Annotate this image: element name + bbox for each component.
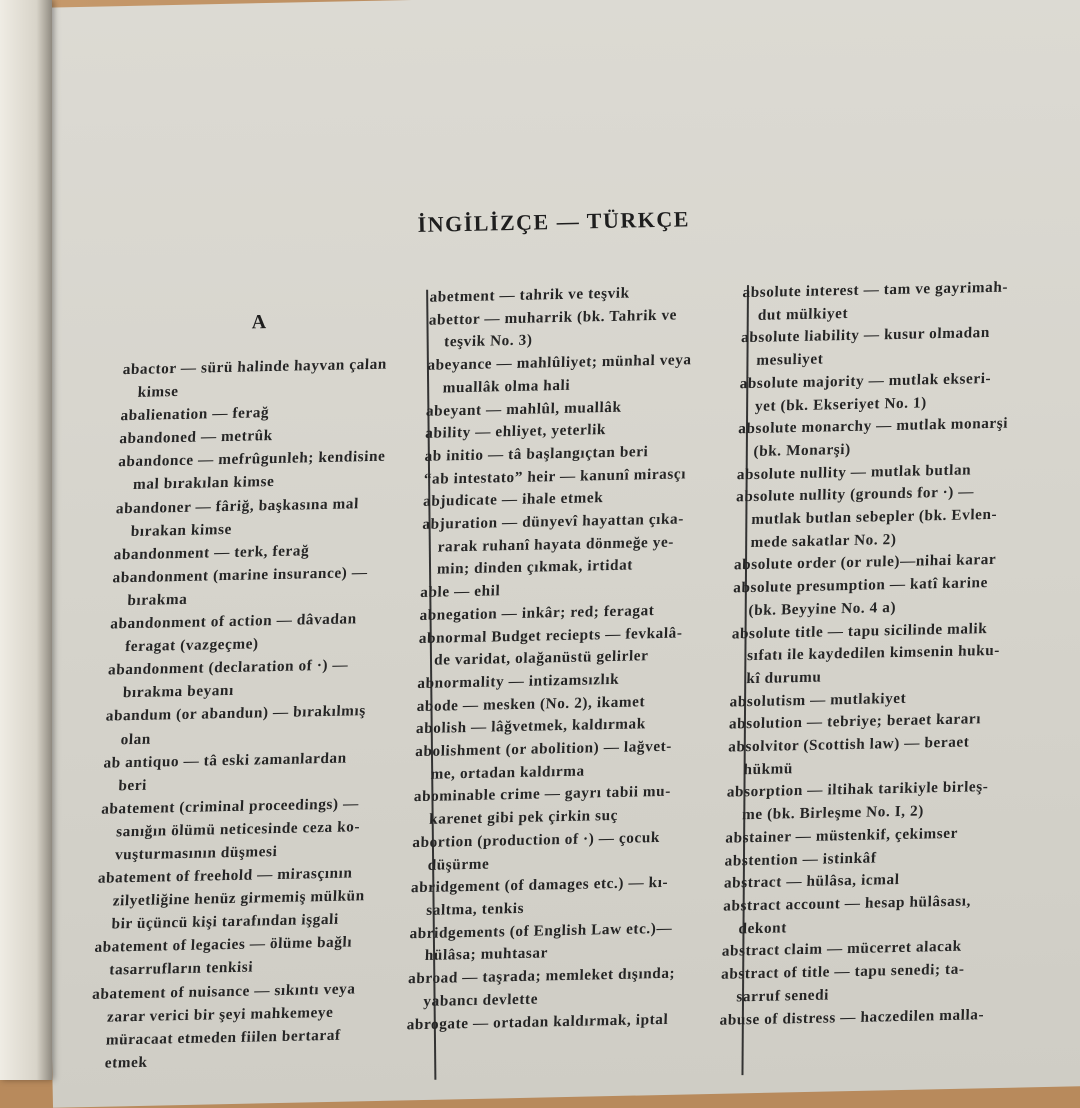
entry-headword-line: absorption — iltihak tarikiyle birleş- xyxy=(726,778,989,802)
entry-headword-line: abeyant — mahlûl, muallâk xyxy=(425,398,622,420)
dictionary-entry xyxy=(414,735,715,787)
entry-headword-line: absolute liability — kusur olmadan xyxy=(740,324,991,347)
dictionary-entry xyxy=(407,962,708,1014)
entry-continuation-line: mutlak butlan sebepler (bk. Evlen- xyxy=(751,505,998,529)
entry-headword-line: absolutism — mutlakiyet xyxy=(729,689,907,711)
dictionary-entry xyxy=(106,653,400,705)
entry-headword-line: abatement (criminal proceedings) — xyxy=(100,795,360,818)
entry-headword-line: abstainer — müstenkif, çekimser xyxy=(725,824,959,847)
entry-headword-line: abandoner — fâriğ, başkasına mal xyxy=(115,494,360,517)
entry-headword-line: absolute title — tapu sicilinde malik xyxy=(731,619,988,642)
entry-continuation-line: me (bk. Birleşme No. I, 2) xyxy=(741,802,925,824)
entry-headword-line: abandonment — terk, ferağ xyxy=(113,542,310,564)
entry-headword-line: ab antiquo — tâ eski zamanlardan xyxy=(103,749,348,772)
entry-headword-line: absolute order (or rule)—nihai karar xyxy=(733,551,997,574)
dictionary-entry xyxy=(734,480,1056,555)
entry-headword-line: abandum (or abandun) — bırakılmış xyxy=(105,702,367,725)
dictionary-entry xyxy=(411,826,712,878)
page-title: İNGİLİZÇE — TÜRKÇE xyxy=(417,206,691,237)
dictionary-entry xyxy=(726,775,1047,827)
entry-headword-line: abettor — muharrik (bk. Tahrik ve xyxy=(428,306,678,329)
entry-headword-line: abstract of title — tapu senedi; ta- xyxy=(720,960,965,983)
entry-continuation-line: düşürme xyxy=(427,855,490,874)
dictionary-entry xyxy=(727,730,1048,782)
entry-continuation-line: mesuliyet xyxy=(756,350,824,369)
dictionary-entry xyxy=(117,444,411,496)
entry-headword-line: abridgements (of English Law etc.)— xyxy=(409,919,673,942)
previous-page-edge xyxy=(0,0,52,1080)
entry-headword-line: absolute majority — mutlak ekseri- xyxy=(739,369,992,393)
entry-headword-line: absolute monarchy — mutlak monarşi xyxy=(738,414,1009,438)
entry-headword-line: abstract — hülâsa, icmal xyxy=(723,871,900,892)
entry-continuation-line: kî durumu xyxy=(746,668,822,688)
entry-headword-line: abstract account — hesap hülâsası, xyxy=(723,892,972,915)
entry-headword-line: abroad — taşrada; memleket dışında; xyxy=(407,964,676,988)
entry-headword-line: abetment — tahrik ve teşvik xyxy=(429,284,630,306)
entry-headword-line: abrogate — ortadan kaldırmak, iptal xyxy=(406,1010,669,1033)
dictionary-entry xyxy=(428,303,729,355)
entry-headword-line: abandonment (marine insurance) — xyxy=(112,563,369,587)
entry-headword-line: abalienation — ferağ xyxy=(120,404,270,425)
entry-continuation-line: feragat (vazgeçme) xyxy=(124,635,260,656)
dictionary-entry xyxy=(740,321,1061,373)
dictionary-entry xyxy=(737,412,1058,464)
dictionary-entry xyxy=(722,889,1043,941)
dictionary-entry xyxy=(730,616,1052,691)
entry-headword-line: abjudicate — ihale etmek xyxy=(422,489,604,511)
entry-headword-line: absolute nullity — mutlak butlan xyxy=(736,461,972,483)
entry-headword-line: absolute presumption — katî karine xyxy=(733,574,989,597)
entry-continuation-line: mede sakatlar No. 2) xyxy=(750,530,897,551)
entry-headword-line: abolishment (or abolition) — lağvet- xyxy=(415,737,673,761)
section-letter: A xyxy=(251,311,267,334)
entry-continuation-line: olan xyxy=(120,730,152,748)
dictionary-entry xyxy=(421,508,723,582)
entry-headword-line: abortion (production of ·) — çocuk xyxy=(412,828,661,852)
dictionary-page xyxy=(30,0,1080,1108)
entry-headword-line: “ab intestato” heir — kanunî mirasçı xyxy=(423,464,687,488)
dictionary-entry xyxy=(739,366,1060,418)
entry-continuation-line: bırakan kimse xyxy=(130,520,233,540)
entry-continuation-line: bir üçüncü kişi tarafından işgali xyxy=(111,910,340,933)
dictionary-entry xyxy=(98,791,393,866)
dictionary-entry xyxy=(409,917,710,969)
entry-headword-line: abode — mesken (No. 2), ikamet xyxy=(416,692,646,715)
dictionary-entry xyxy=(741,275,1062,327)
entry-headword-line: abandonment of action — dâvadan xyxy=(109,610,358,633)
entry-continuation-line: sarruf senedi xyxy=(736,986,830,1006)
entry-continuation-line: me, ortadan kaldırma xyxy=(430,762,585,783)
entry-continuation-line: hükmü xyxy=(743,759,794,778)
entry-headword-line: ab initio — tâ başlangıçtan beri xyxy=(424,443,649,465)
dictionary-entry xyxy=(413,780,714,832)
entry-headword-line: abandonment (declaration of ·) — xyxy=(107,656,349,679)
column-3 xyxy=(719,275,1062,1032)
entry-continuation-line: min; dinden çıkmak, irtidat xyxy=(436,556,634,579)
entry-continuation-line: yet (bk. Ekseriyet No. 1) xyxy=(754,393,928,415)
dictionary-entry xyxy=(88,976,384,1075)
entry-headword-line: abolish — lâğvetmek, kaldırmak xyxy=(415,715,647,738)
entry-headword-line: abeyance — mahlûliyet; münhal veya xyxy=(427,351,692,374)
column-2 xyxy=(406,280,729,1036)
dictionary-entry xyxy=(109,606,403,658)
dictionary-entry xyxy=(102,745,396,797)
entry-headword-line: ability — ehliyet, yeterlik xyxy=(425,421,607,443)
entry-continuation-line: müracaat etmeden fiilen bertaraf xyxy=(105,1026,342,1049)
entry-continuation-line: etmek xyxy=(104,1053,148,1072)
entry-continuation-line: tasarrufların tenkisi xyxy=(108,958,254,979)
entry-headword-line: abatement of nuisance — sıkıntı veya xyxy=(91,979,356,1003)
entry-headword-line: abandoned — metrûk xyxy=(118,427,274,448)
entry-continuation-line: dut mülkiyet xyxy=(757,304,849,324)
entry-continuation-line: de varidat, olağanüstü gelirler xyxy=(433,647,649,669)
entry-continuation-line: sanığın ölümü neticesinde ceza ko- xyxy=(115,818,361,841)
entry-continuation-line: dekont xyxy=(738,919,788,938)
entry-continuation-line: (bk. Monarşi) xyxy=(753,440,852,460)
entry-headword-line: abstract claim — mücerret alacak xyxy=(721,938,962,961)
dictionary-entry xyxy=(426,349,727,401)
dictionary-entry xyxy=(114,491,408,543)
entry-continuation-line: muallâk olma hali xyxy=(442,376,571,397)
entry-headword-line: abandonce — mefrûgunleh; kendisine xyxy=(117,448,386,471)
entry-continuation-line: saltma, tenkis xyxy=(426,899,525,919)
entry-headword-line: absolvitor (Scottish law) — beraet xyxy=(728,733,970,756)
dictionary-entry xyxy=(720,957,1041,1009)
entry-continuation-line: bırakma xyxy=(127,590,188,610)
entry-headword-line: abjuration — dünyevî hayattan çıka- xyxy=(422,510,685,533)
entry-headword-line: abnormality — intizamsızlık xyxy=(417,670,620,692)
entry-continuation-line: karenet gibi pek çirkin suç xyxy=(428,807,619,828)
entry-headword-line: absolute interest — tam ve gayrimah- xyxy=(742,278,1009,302)
dictionary-entry xyxy=(93,930,387,982)
entry-continuation-line: mal bırakılan kimse xyxy=(132,473,275,494)
entry-headword-line: abominable crime — gayrı tabii mu- xyxy=(413,783,672,806)
column-1 xyxy=(88,352,415,1075)
dictionary-entry xyxy=(111,560,405,612)
dictionary-entry xyxy=(732,571,1053,623)
entry-headword-line: abnegation — inkâr; red; feragat xyxy=(419,601,655,624)
entry-headword-line: abstention — istinkâf xyxy=(724,849,877,870)
entry-continuation-line: zarar verici bir şeyi mahkemeye xyxy=(106,1003,334,1026)
entry-headword-line: absolution — tebriye; beraet kararı xyxy=(728,710,982,733)
dictionary-entry xyxy=(121,352,415,404)
entry-headword-line: abatement of freehold — mirasçının xyxy=(97,864,353,887)
dictionary-entry xyxy=(95,861,390,936)
entry-headword-line: abuse of distress — haczedilen malla- xyxy=(719,1005,985,1029)
entry-headword-line: abactor — sürü halinde hayvan çalan xyxy=(122,355,388,379)
entry-continuation-line: yabancı devlette xyxy=(423,990,539,1010)
entry-continuation-line: teşvik No. 3) xyxy=(443,331,533,351)
entry-continuation-line: sıfatı ile kaydedilen kimsenin huku- xyxy=(746,642,1001,665)
entry-headword-line: abnormal Budget reciepts — fevkalâ- xyxy=(418,624,683,647)
entry-continuation-line: zilyetliğine henüz girmemiş mülkün xyxy=(112,887,366,910)
entry-continuation-line: hülâsa; muhtasar xyxy=(424,944,549,965)
entry-headword-line: abridgement (of damages etc.) — kı- xyxy=(410,874,669,897)
entry-headword-line: abatement of legacies — ölüme bağlı xyxy=(94,933,353,957)
entry-continuation-line: (bk. Beyyine No. 4 a) xyxy=(748,598,897,619)
entry-headword-line: absolute nullity (grounds for ·) — xyxy=(735,483,975,506)
entry-headword-line: able — ehil xyxy=(420,582,501,602)
entry-continuation-line: beri xyxy=(118,776,148,795)
entry-continuation-line: kimse xyxy=(137,383,180,401)
dictionary-entry xyxy=(418,621,719,673)
entry-continuation-line: bırakma beyanı xyxy=(122,682,235,702)
entry-continuation-line: vuşturmasının düşmesi xyxy=(114,842,278,864)
dictionary-entry xyxy=(410,871,711,923)
entry-continuation-line: rarak ruhanî hayata dönmeğe ye- xyxy=(437,533,675,556)
dictionary-entry xyxy=(104,699,398,751)
